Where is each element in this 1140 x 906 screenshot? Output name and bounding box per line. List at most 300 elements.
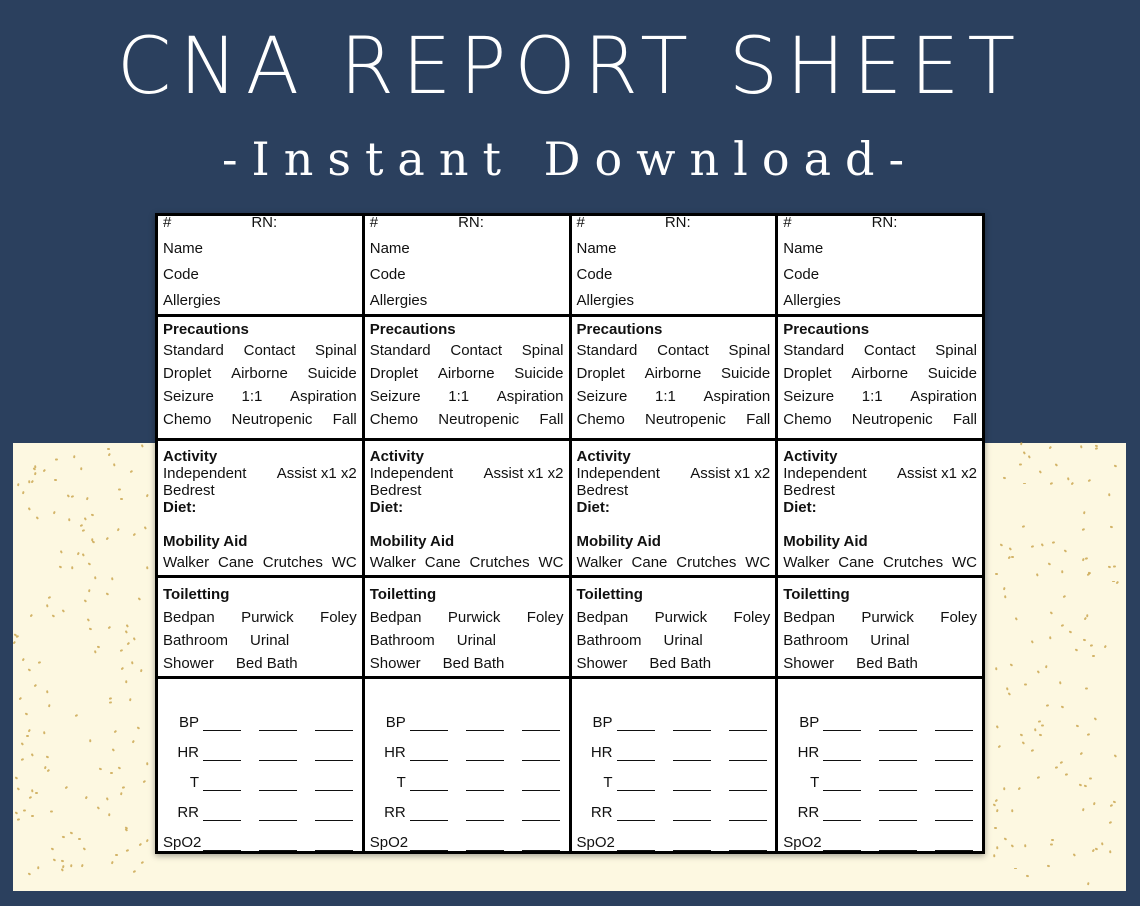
vital-blank: [673, 834, 711, 851]
vital-row: [370, 701, 564, 731]
speckle: [32, 790, 34, 793]
speckle: [15, 635, 18, 638]
precaution-option: Fall: [539, 411, 564, 428]
vital-row: [163, 821, 357, 851]
vital-blank: [259, 744, 297, 761]
speckle: [60, 860, 63, 862]
speckle: [140, 669, 142, 672]
vital-label: T: [396, 774, 406, 791]
speckle: [80, 525, 83, 528]
precaution-option: 1:1: [241, 388, 263, 405]
speckle: [44, 766, 47, 769]
speckle: [78, 838, 81, 840]
speckle: [62, 836, 65, 838]
rn-label: RN:: [458, 214, 484, 231]
speckle: [22, 658, 25, 661]
vital-blank: [466, 744, 504, 761]
vital-blank: [466, 834, 504, 851]
precaution-option: Neutropenic: [438, 411, 520, 428]
vital-blank: [823, 774, 861, 791]
speckle: [70, 865, 72, 868]
speckle: [1113, 566, 1116, 568]
precaution-option: Seizure: [576, 388, 628, 405]
vital-row: [577, 761, 771, 791]
speckle: [1005, 595, 1007, 598]
speckle: [1025, 844, 1027, 847]
mobility-option: Crutches: [262, 554, 323, 572]
diet-label: Diet:: [576, 499, 610, 517]
speckle: [1064, 550, 1067, 553]
vital-blank: [259, 804, 297, 821]
speckle: [133, 533, 136, 536]
speckle: [26, 735, 29, 737]
speckle: [1113, 800, 1116, 802]
speckle: [53, 858, 56, 861]
speckle: [54, 479, 57, 481]
speckle: [31, 753, 34, 756]
vital-blank: [879, 774, 917, 791]
speckle: [107, 448, 110, 450]
vital-label: BP: [592, 714, 613, 731]
toileting-option: Purwick: [861, 608, 914, 626]
speckle: [133, 871, 136, 874]
speckle: [994, 854, 996, 857]
speckle: [21, 759, 24, 762]
precautions-heading: Precautions: [369, 321, 456, 338]
toileting-option: Urinal: [870, 631, 910, 649]
toileting-option: Urinal: [663, 631, 703, 649]
speckle: [1034, 728, 1036, 731]
speckle: [71, 566, 73, 569]
vital-row: [370, 791, 564, 821]
speckle: [1059, 681, 1061, 684]
activity-heading: Activity: [576, 448, 631, 466]
speckle: [61, 868, 64, 871]
speckle: [1011, 556, 1014, 558]
rn-label: RN:: [871, 214, 898, 231]
precaution-option: 1:1: [448, 388, 470, 405]
speckle: [1110, 805, 1113, 808]
precaution-option: Standard: [576, 342, 638, 359]
speckle: [109, 702, 112, 704]
vital-row: [577, 821, 771, 851]
speckle: [144, 526, 147, 529]
toileting-section: [778, 578, 982, 679]
activity-option: Bedrest: [369, 482, 422, 500]
page-title: CNA REPORT SHEET: [116, 22, 1024, 112]
speckle: [91, 514, 94, 516]
speckle: [1021, 443, 1023, 446]
speckle: [34, 472, 36, 475]
speckle: [87, 618, 90, 621]
speckle: [35, 792, 38, 794]
patient-header-section: [778, 216, 982, 317]
speckle: [84, 517, 87, 520]
speckle: [106, 537, 109, 540]
precaution-option: Standard: [163, 342, 224, 359]
toileting-option: Foley: [940, 608, 977, 626]
vital-blank: [935, 804, 973, 821]
speckle: [22, 491, 24, 494]
vital-blank: [466, 804, 504, 821]
speckle: [51, 847, 54, 850]
speckle: [17, 818, 20, 820]
speckle: [28, 669, 31, 672]
speckle: [1112, 581, 1115, 583]
vital-row: [783, 731, 977, 761]
speckle: [65, 786, 68, 789]
vital-blank: [466, 774, 504, 791]
speckle: [1071, 482, 1074, 485]
vital-blank: [617, 744, 655, 761]
speckle: [48, 596, 51, 599]
toileting-option: Bed Bath: [649, 654, 712, 672]
activity-section: [572, 441, 776, 577]
speckle: [1055, 767, 1058, 769]
precaution-option: Droplet: [576, 365, 625, 382]
precaution-option: Contact: [863, 342, 916, 359]
speckle: [1003, 838, 1006, 841]
name-label: Name: [783, 240, 824, 257]
vital-blank: [935, 744, 973, 761]
page-subtitle: -Instant Download-: [222, 132, 918, 186]
vital-blank: [315, 804, 353, 821]
speckle: [88, 563, 91, 566]
speckle: [1095, 448, 1098, 450]
speckle: [1116, 581, 1119, 584]
speckle: [31, 815, 34, 817]
speckle: [998, 746, 1001, 749]
rn-label: RN:: [251, 214, 278, 231]
vitals-section: [365, 679, 569, 851]
toileting-option: Bed Bath: [235, 654, 298, 672]
speckle: [1080, 446, 1082, 449]
room-number-label: #: [576, 214, 585, 231]
speckle: [81, 467, 83, 470]
code-label: Code: [163, 266, 199, 283]
speckle: [71, 496, 74, 498]
vital-blank: [823, 744, 861, 761]
speckle: [1023, 483, 1026, 485]
vital-blank: [522, 804, 560, 821]
patient-header-section: [572, 216, 776, 317]
activity-heading: Activity: [369, 448, 424, 466]
vital-label: RR: [384, 804, 406, 821]
speckle: [141, 861, 144, 864]
toileting-option: Bedpan: [783, 608, 835, 626]
speckle: [1003, 788, 1005, 791]
speckle: [13, 641, 16, 644]
allergies-label: Allergies: [163, 292, 221, 309]
speckle: [1061, 706, 1064, 709]
speckle: [21, 742, 24, 745]
allergies-label: Allergies: [576, 292, 635, 309]
speckle: [1109, 493, 1111, 496]
toileting-section: [158, 578, 362, 679]
toileting-option: Urinal: [456, 631, 496, 649]
vital-blank: [729, 774, 767, 791]
vital-label: RR: [797, 804, 820, 821]
vital-blank: [935, 714, 973, 731]
speckle: [1084, 511, 1086, 514]
vital-blank: [315, 834, 353, 851]
diet-label: Diet:: [163, 499, 197, 517]
speckle: [1085, 688, 1088, 690]
speckle: [89, 628, 92, 630]
toileting-option: Purwick: [654, 608, 708, 626]
speckle: [143, 781, 146, 784]
speckle: [1087, 733, 1090, 735]
precaution-option: Neutropenic: [645, 411, 726, 428]
precaution-option: Airborne: [231, 365, 288, 382]
speckle: [81, 864, 84, 867]
mobility-option: Cane: [218, 554, 254, 572]
speckle: [1041, 724, 1044, 726]
vital-blank: [617, 804, 655, 821]
speckle: [137, 726, 140, 729]
mobility-aid-heading: Mobility Aid: [163, 533, 248, 551]
speckle: [113, 463, 115, 466]
speckle: [1082, 528, 1085, 531]
precaution-option: Seizure: [369, 388, 421, 405]
speckle: [73, 455, 75, 458]
mobility-aid-heading: Mobility Aid: [369, 533, 455, 551]
precaution-option: Chemo: [576, 411, 625, 428]
activity-option: Independent: [369, 465, 454, 483]
speckle: [69, 518, 71, 521]
precaution-option: Contact: [657, 342, 709, 359]
speckle: [132, 740, 135, 743]
vital-row: [163, 791, 357, 821]
speckle: [75, 714, 78, 717]
activity-option: Bedrest: [163, 482, 215, 500]
speckle: [114, 731, 117, 734]
mobility-option: WC: [538, 554, 564, 572]
speckle: [44, 731, 46, 734]
speckle: [1051, 839, 1054, 841]
speckle: [1028, 455, 1031, 458]
vital-blank: [522, 774, 560, 791]
speckle: [82, 553, 85, 556]
precaution-option: Neutropenic: [231, 411, 313, 428]
speckle: [1046, 665, 1048, 668]
speckle: [118, 766, 121, 769]
vital-row: [163, 731, 357, 761]
vital-blank: [879, 834, 917, 851]
vital-blank: [466, 714, 504, 731]
vital-blank: [879, 744, 917, 761]
speckle: [994, 827, 997, 829]
precaution-option: Contact: [450, 342, 503, 359]
report-sheet: [155, 213, 985, 854]
speckle: [1114, 754, 1117, 757]
speckle: [996, 725, 999, 728]
speckle: [1050, 611, 1053, 614]
speckle: [1084, 617, 1087, 620]
toileting-option: Bathroom: [783, 631, 849, 649]
toileting-option: Bedpan: [576, 608, 629, 626]
precautions-section: [572, 317, 776, 441]
speckle: [127, 643, 130, 646]
speckle: [132, 662, 134, 665]
speckle: [995, 667, 997, 670]
toileting-section: [365, 578, 569, 679]
speckle: [70, 832, 73, 835]
patient-header-section: [365, 216, 569, 317]
activity-option: Bedrest: [783, 482, 835, 500]
speckle: [108, 453, 111, 456]
speckle: [1061, 624, 1064, 626]
mobility-option: Cane: [838, 554, 875, 572]
speckle: [117, 528, 120, 531]
speckle: [1049, 446, 1052, 449]
vital-blank: [203, 714, 241, 731]
speckle: [96, 645, 99, 647]
mobility-option: Walker: [783, 554, 830, 572]
room-number-label: #: [783, 214, 792, 231]
speckle: [1063, 595, 1066, 598]
speckle: [95, 577, 97, 580]
speckle: [1031, 640, 1034, 643]
speckle: [125, 828, 128, 831]
speckle: [46, 690, 48, 693]
toileting-heading: Toiletting: [369, 585, 437, 603]
mobility-option: Walker: [369, 554, 416, 572]
precaution-option: Spinal: [728, 342, 771, 359]
mobility-option: Cane: [424, 554, 461, 572]
speckle: [17, 787, 20, 790]
speckle: [31, 480, 34, 483]
speckle: [1038, 721, 1041, 723]
vital-blank: [410, 804, 448, 821]
speckle: [1009, 547, 1012, 550]
diet-label: Diet:: [783, 499, 817, 517]
room-number-label: #: [163, 214, 172, 231]
vital-blank: [823, 714, 861, 731]
speckle: [1000, 544, 1003, 547]
vital-row: [783, 701, 977, 731]
vital-row: [783, 821, 977, 851]
mobility-aid-heading: Mobility Aid: [576, 533, 661, 551]
precaution-option: Suicide: [307, 365, 357, 382]
vitals-section: [778, 679, 982, 851]
mobility-option: WC: [951, 554, 977, 572]
toileting-option: Foley: [320, 608, 357, 626]
speckle: [120, 498, 123, 500]
speckle: [1003, 587, 1005, 590]
precaution-option: Aspiration: [290, 388, 357, 405]
speckle: [27, 872, 30, 875]
vital-blank: [410, 744, 448, 761]
vital-label: RR: [177, 804, 199, 821]
toileting-section: [572, 578, 776, 679]
activity-section: [158, 441, 362, 577]
speckle: [146, 839, 149, 842]
vital-label: SpO2: [576, 834, 615, 851]
toileting-heading: Toiletting: [783, 585, 850, 603]
speckle: [1015, 617, 1018, 620]
speckle: [995, 573, 998, 575]
precaution-option: Seizure: [783, 388, 835, 405]
vital-row: [783, 791, 977, 821]
vital-blank: [259, 774, 297, 791]
speckle: [1085, 558, 1088, 560]
activity-section: [365, 441, 569, 577]
toileting-option: Purwick: [241, 608, 294, 626]
mobility-option: WC: [745, 554, 771, 572]
precaution-option: Chemo: [369, 411, 419, 428]
activity-heading: Activity: [783, 448, 838, 466]
speckle: [126, 850, 129, 853]
mobility-aid-heading: Mobility Aid: [783, 533, 868, 551]
speckle: [36, 516, 39, 519]
precaution-option: Droplet: [783, 365, 832, 382]
speckle: [1110, 525, 1113, 527]
precaution-option: Fall: [746, 411, 771, 428]
code-label: Code: [576, 266, 613, 283]
vital-blank: [879, 714, 917, 731]
precautions-section: [778, 317, 982, 441]
speckle: [115, 854, 118, 856]
vital-blank: [203, 744, 241, 761]
speckle: [130, 698, 132, 701]
speckle: [1075, 649, 1078, 652]
toileting-option: Purwick: [447, 608, 501, 626]
speckle: [1060, 761, 1063, 764]
speckle: [121, 792, 123, 795]
vital-label: HR: [384, 744, 406, 761]
vital-label: SpO2: [783, 834, 822, 851]
vital-blank: [617, 714, 655, 731]
speckle: [28, 507, 31, 510]
speckle: [67, 494, 70, 497]
activity-option: Assist x1 x2: [690, 465, 771, 483]
vital-blank: [522, 744, 560, 761]
activity-section: [778, 441, 982, 577]
speckle: [1102, 843, 1104, 846]
precaution-option: Suicide: [927, 365, 977, 382]
precaution-option: 1:1: [655, 388, 676, 405]
speckle: [997, 809, 999, 812]
speckle: [995, 799, 998, 802]
vital-blank: [203, 834, 241, 851]
speckle: [95, 650, 97, 653]
speckle: [1067, 477, 1069, 480]
speckle: [1007, 556, 1010, 559]
speckle: [1037, 776, 1040, 779]
precaution-option: Droplet: [163, 365, 212, 382]
speckle: [126, 680, 128, 683]
speckle: [62, 609, 65, 612]
activity-heading: Activity: [163, 448, 218, 466]
mobility-option: Walker: [576, 554, 623, 572]
speckle: [109, 698, 112, 700]
speckle: [1108, 566, 1111, 568]
code-label: Code: [783, 266, 820, 283]
speckle: [1064, 773, 1067, 775]
speckle: [997, 847, 999, 850]
toileting-option: Bathroom: [163, 631, 229, 649]
precaution-option: Suicide: [514, 365, 564, 382]
precaution-option: Fall: [332, 411, 357, 428]
vital-label: HR: [590, 744, 613, 761]
vital-blank: [617, 774, 655, 791]
speckle: [59, 566, 62, 569]
speckle: [1092, 849, 1095, 852]
vital-label: T: [603, 774, 613, 791]
vital-row: [577, 731, 771, 761]
speckle: [99, 768, 102, 770]
